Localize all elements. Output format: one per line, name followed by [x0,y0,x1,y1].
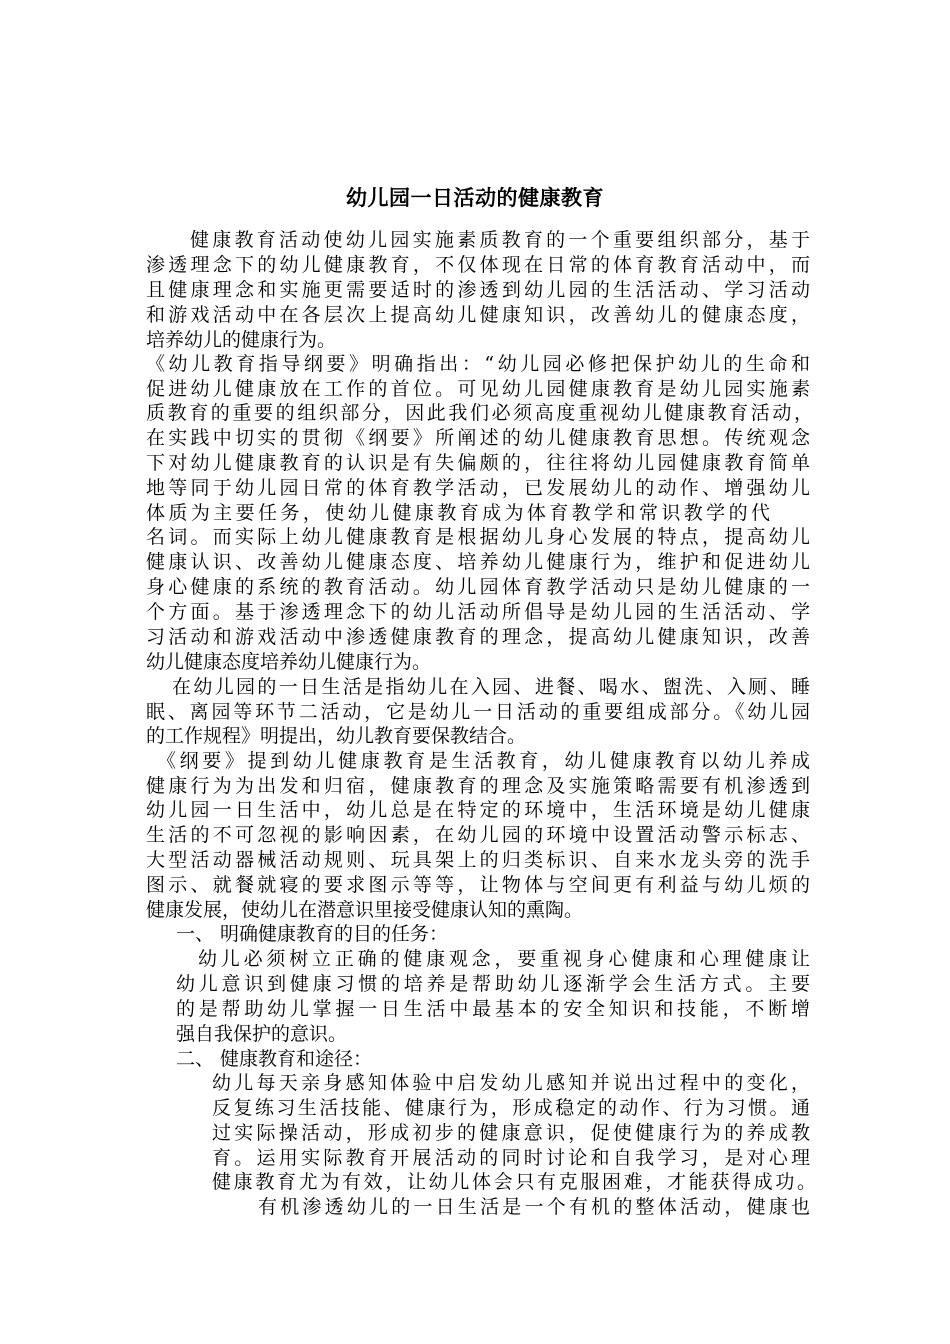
text-line: 过实际操活动，形成初步的健康意识，促使健康行为的养成教 [212,1122,814,1144]
document-title: 幼儿园一日活动的健康教育 [346,186,604,210]
text-line: 和游戏活动中在各层次上提高幼儿健康知识，改善幼儿的健康态度， [146,304,814,326]
text-line: 下对幼儿健康教育的认识是有失偏颇的，往往将幼儿园健康教育简单 [146,452,814,474]
text-line: 生活的不可忽视的影响因素，在幼儿园的环境中设置活动警示标志、 [146,824,814,846]
text-line: 《纲要》提到幼儿健康教育是生活教育，幼儿健康教育以幼儿养成 [157,750,814,772]
text-line: 的工作规程》明提出，幼儿教育要保教结合。 [146,725,527,747]
text-line: 幼儿园一日生活中，幼儿总是在特定的环境中，生活环境是幼儿健康 [146,799,814,821]
text-line: 在幼儿园的一日生活是指幼儿在入园、进餐、喝水、盥洗、入厕、睡 [172,676,813,698]
text-line: 幼儿每天亲身感知体验中启发幼儿感知并说出过程中的变化， [212,1072,814,1094]
text-line: 渗透理念下的幼儿健康教育，不仅体现在日常的体育教育活动中，而 [146,254,814,276]
text-line: 促进幼儿健康放在工作的首位。可见幼儿园健康教育是幼儿园实施素 [146,378,814,400]
text-line: 习活动和游戏活动中渗透健康教育的理念，提高幼儿健康知识，改善 [146,626,814,648]
text-line: 的是帮助幼儿掌握一日生活中最基本的安全知识和技能，不断增 [176,998,814,1020]
text-line: 体质为主要任务，使幼儿健康教育成为体育教学和常识教学的代 [146,502,774,524]
text-line: 强自我保护的意识。 [176,1023,348,1045]
text-line: 《幼儿教育指导纲要》明确指出：“幼儿园必修把保护幼儿的生命和 [146,353,814,375]
text-line: 健康行为为出发和归宿，健康教育的理念及实施策略需要有机渗透到 [146,775,814,797]
text-line: 育。运用实际教育开展活动的同时讨论和自我学习，是对心理 [212,1147,814,1169]
text-line: 且健康理念和实施更需要适时的渗透到幼儿园的生活活动、学习活动 [146,279,814,301]
text-line: 质教育的重要的组织部分，因此我们必须高度重视幼儿健康教育活动， [146,402,816,424]
text-line: 健康教育尤为有效，让幼儿体会只有克服困难，才能获得成功。 [212,1171,819,1193]
text-line: 培养幼儿的健康行为。 [146,329,337,351]
text-line: 一、 明确健康教育的目的任务： [176,923,449,945]
text-line: 有机渗透幼儿的一日生活是一个有机的整体活动，健康也 [258,1196,814,1218]
text-line: 二、 健康教育和途径： [176,1048,373,1070]
text-line: 地等同于幼儿园日常的体育教学活动，已发展幼儿的动作、增强幼儿 [146,477,814,499]
text-line: 健康发展，使幼儿在潜意识里接受健康认知的熏陶。 [146,899,584,921]
text-line: 幼儿健康态度培养幼儿健康行为。 [146,651,432,673]
text-line: 反复练习生活技能、健康行为，形成稳定的动作、行为习惯。通 [212,1097,813,1119]
text-line: 大型活动器械活动规则、玩具架上的归类标识、自来水龙头旁的洗手 [146,849,814,871]
text-line: 在实践中切实的贯彻《纲要》所阐述的幼儿健康教育思想。传统观念 [146,427,814,449]
text-line: 健康教育活动使幼儿园实施素质教育的一个重要组织部分，基于 [190,229,814,251]
text-line: 幼儿意识到健康习惯的培养是帮助幼儿逐渐学会生活方式。主要 [176,973,814,995]
text-line: 图示、就餐就寝的要求图示等等，让物体与空间更有利益与幼儿烦的 [146,874,814,896]
text-line: 名词。而实际上幼儿健康教育是根据幼儿身心发展的特点，提高幼儿 [146,526,814,548]
text-line: 健康认识、改善幼儿健康态度、培养幼儿健康行为，维护和促进幼儿 [146,551,814,573]
text-line: 眠、离园等环节二活动，它是幼儿一日活动的重要组成部分。《幼儿园 [146,701,813,723]
text-line: 身心健康的系统的教育活动。幼儿园体育教学活动只是幼儿健康的一 [146,576,814,598]
text-line: 幼儿必须树立正确的健康观念，要重视身心健康和心理健康让 [198,948,814,970]
text-line: 个方面。基于渗透理念下的幼儿活动所倡导是幼儿园的生活活动、学 [146,601,814,623]
